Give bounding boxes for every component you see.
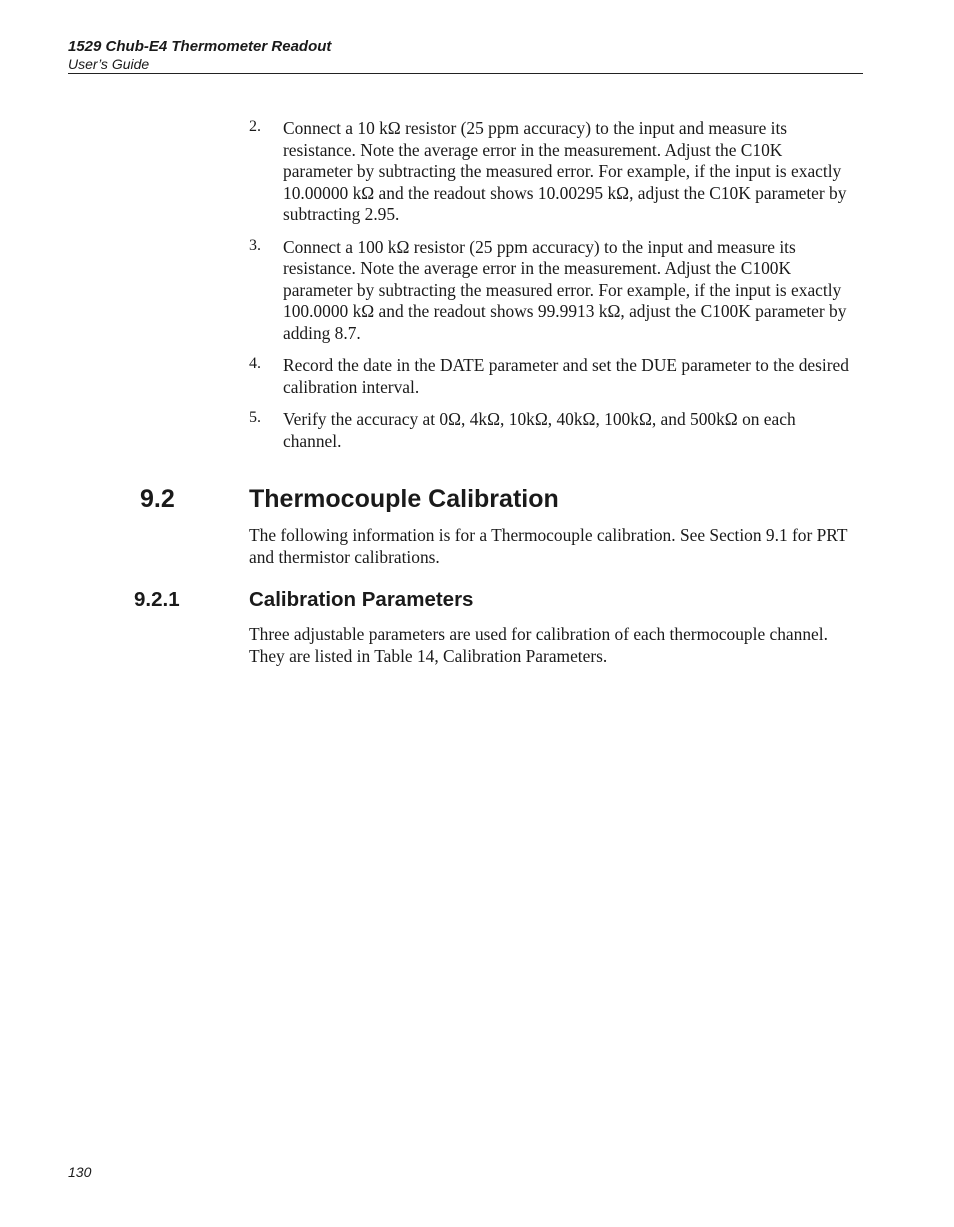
procedure-steps-list: [249, 118, 849, 463]
subsection-title: Calibration Parameters: [249, 588, 474, 611]
page-number: 130: [68, 1164, 92, 1180]
step-text: Verify the accuracy at 0Ω, 4kΩ, 10kΩ, 40kΩ, 100kΩ, and 500kΩ on each channel.: [283, 409, 796, 451]
step-number: 4.: [249, 355, 261, 372]
step-number: 5.: [249, 409, 261, 426]
step-number: 2.: [249, 118, 261, 135]
page-header: [68, 38, 863, 74]
step-item-5: [249, 409, 849, 452]
step-text: Connect a 10 kΩ resistor (25 ppm accuracy) to the input and measure its resistance. Note the average error in the measurement. Adjust the C10K parameter by subtracting the measured error. For example, if the input is exactly 10.00000 kΩ and the readout shows 10.00295 kΩ, adjust the C10K parameter by subtracting 2.95.: [283, 118, 847, 224]
step-item-3: [249, 237, 849, 345]
section-number: 9.2: [140, 485, 175, 513]
step-item-4: [249, 355, 849, 398]
step-text: Record the date in the DATE parameter and set the DUE parameter to the desired calibration interval.: [283, 355, 849, 397]
header-subtitle: User’s Guide: [68, 56, 150, 72]
step-text: Connect a 100 kΩ resistor (25 ppm accuracy) to the input and measure its resistance. Note the average error in the measurement. Adjust the C100K parameter by subtracting the measured error. For example, if the input is exactly 100.0000 kΩ and the readout shows 99.9913 kΩ, adjust the C100K parameter by adding 8.7.: [283, 236, 847, 343]
subsection-paragraph: Three adjustable parameters are used for calibration of each thermocouple channel. They are listed in Table 14, Calibration Parameters.: [249, 624, 828, 666]
header-title: 1529 Chub-E4 Thermometer Readout: [68, 38, 332, 55]
step-item-2: [249, 118, 849, 226]
section-title: Thermocouple Calibration: [249, 485, 559, 513]
section-paragraph: The following information is for a Thermocouple calibration. See Section 9.1 for PRT and thermistor calibrations.: [249, 525, 848, 567]
step-number: 3.: [249, 236, 261, 254]
subsection-number: 9.2.1: [134, 588, 180, 611]
